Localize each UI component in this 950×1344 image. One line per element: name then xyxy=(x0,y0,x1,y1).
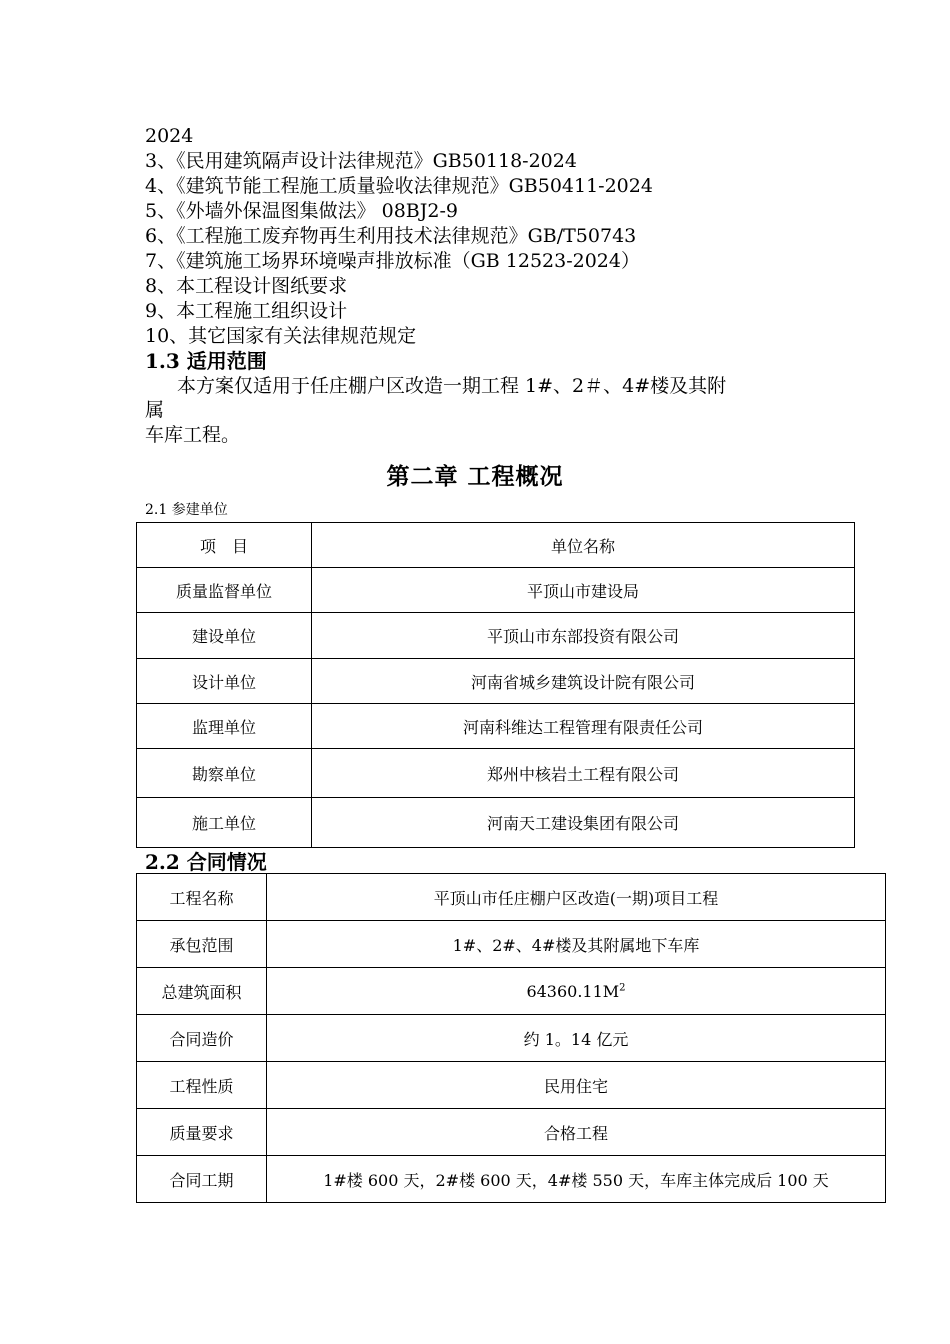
table-cell: 建设单位 xyxy=(137,613,312,659)
table-row xyxy=(137,613,855,659)
table-cell: 平顶山市任庄棚户区改造(一期)项目工程 xyxy=(267,874,886,921)
table-cell: 民用住宅 xyxy=(267,1062,886,1109)
table-cell: 约 1。14 亿元 xyxy=(267,1015,886,1062)
table-cell: 河南省城乡建筑设计院有限公司 xyxy=(312,659,855,704)
reference-item: 4、《建筑节能工程施工质量验收法律规范》GB50411-2024 xyxy=(145,175,653,197)
table-row xyxy=(137,659,855,704)
table-cell: 1#楼 600 天，2#楼 600 天，4#楼 550 天，车库主体完成后 100 天 xyxy=(267,1156,886,1203)
table-row xyxy=(137,1109,886,1156)
table-cell: 工程名称 xyxy=(137,874,267,921)
table-cell: 平顶山市东部投资有限公司 xyxy=(312,613,855,659)
table-header-cell: 单位名称 xyxy=(312,523,855,568)
table-cell: 郑州中核岩土工程有限公司 xyxy=(312,749,855,798)
table-row xyxy=(137,968,886,1015)
table-row xyxy=(137,1156,886,1203)
scope-paragraph-line: 属 xyxy=(145,399,165,421)
table-header-row xyxy=(137,523,855,568)
contract-info-table xyxy=(136,873,886,1203)
participant-units-table xyxy=(136,522,855,848)
reference-item: 2024 xyxy=(145,125,194,147)
table-row xyxy=(137,921,886,968)
reference-list xyxy=(145,124,653,349)
table-cell: 施工单位 xyxy=(137,798,312,848)
table-row xyxy=(137,704,855,749)
table-cell: 河南科维达工程管理有限责任公司 xyxy=(312,704,855,749)
total-area-value: 64360.11M xyxy=(526,981,620,1001)
section-heading-2-1: 2.1 参建单位 xyxy=(145,502,228,518)
reference-item: 7、《建筑施工场界环境噪声排放标准（GB 12523-2024） xyxy=(145,250,640,272)
table-cell: 河南天工建设集团有限公司 xyxy=(312,798,855,848)
reference-item: 10、其它国家有关法律规范规定 xyxy=(145,325,417,347)
table-cell: 质量监督单位 xyxy=(137,568,312,613)
reference-item: 9、本工程施工组织设计 xyxy=(145,300,348,322)
table-cell: 平顶山市建设局 xyxy=(312,568,855,613)
scope-paragraph-line: 车库工程。 xyxy=(145,424,241,446)
section-heading-2-2: 2.2 合同情况 xyxy=(145,850,267,874)
table-cell: 质量要求 xyxy=(137,1109,267,1156)
table-cell: 承包范围 xyxy=(137,921,267,968)
table-cell: 总建筑面积 xyxy=(137,968,267,1015)
table-header-cell: 项 目 xyxy=(137,523,312,568)
table-row xyxy=(137,568,855,613)
table-cell: 设计单位 xyxy=(137,659,312,704)
table-row xyxy=(137,1062,886,1109)
table-row xyxy=(137,749,855,798)
table-row xyxy=(137,1015,886,1062)
scope-paragraph-line: 本方案仅适用于任庄棚户区改造一期工程 1#、2＃、4#楼及其附 xyxy=(177,375,727,397)
table-cell: 合格工程 xyxy=(267,1109,886,1156)
reference-item: 3、《民用建筑隔声设计法律规范》GB50118-2024 xyxy=(145,150,577,172)
reference-item: 8、本工程设计图纸要求 xyxy=(145,275,348,297)
table-row xyxy=(137,874,886,921)
section-heading-1-3: 1.3 适用范围 xyxy=(145,349,267,373)
table-cell: 合同造价 xyxy=(137,1015,267,1062)
reference-item: 5、《外墙外保温图集做法》 08BJ2-9 xyxy=(145,200,458,222)
table-cell: 合同工期 xyxy=(137,1156,267,1203)
chapter-title: 第二章 工程概况 xyxy=(386,463,564,490)
reference-item: 6、《工程施工废弃物再生利用技术法律规范》GB/T50743 xyxy=(145,225,637,247)
table-cell: 1#、2#、4#楼及其附属地下车库 xyxy=(267,921,886,968)
table-cell: 勘察单位 xyxy=(137,749,312,798)
area-superscript: 2 xyxy=(619,982,626,994)
table-cell: 监理单位 xyxy=(137,704,312,749)
table-cell xyxy=(267,968,886,1015)
table-cell: 工程性质 xyxy=(137,1062,267,1109)
table-row xyxy=(137,798,855,848)
